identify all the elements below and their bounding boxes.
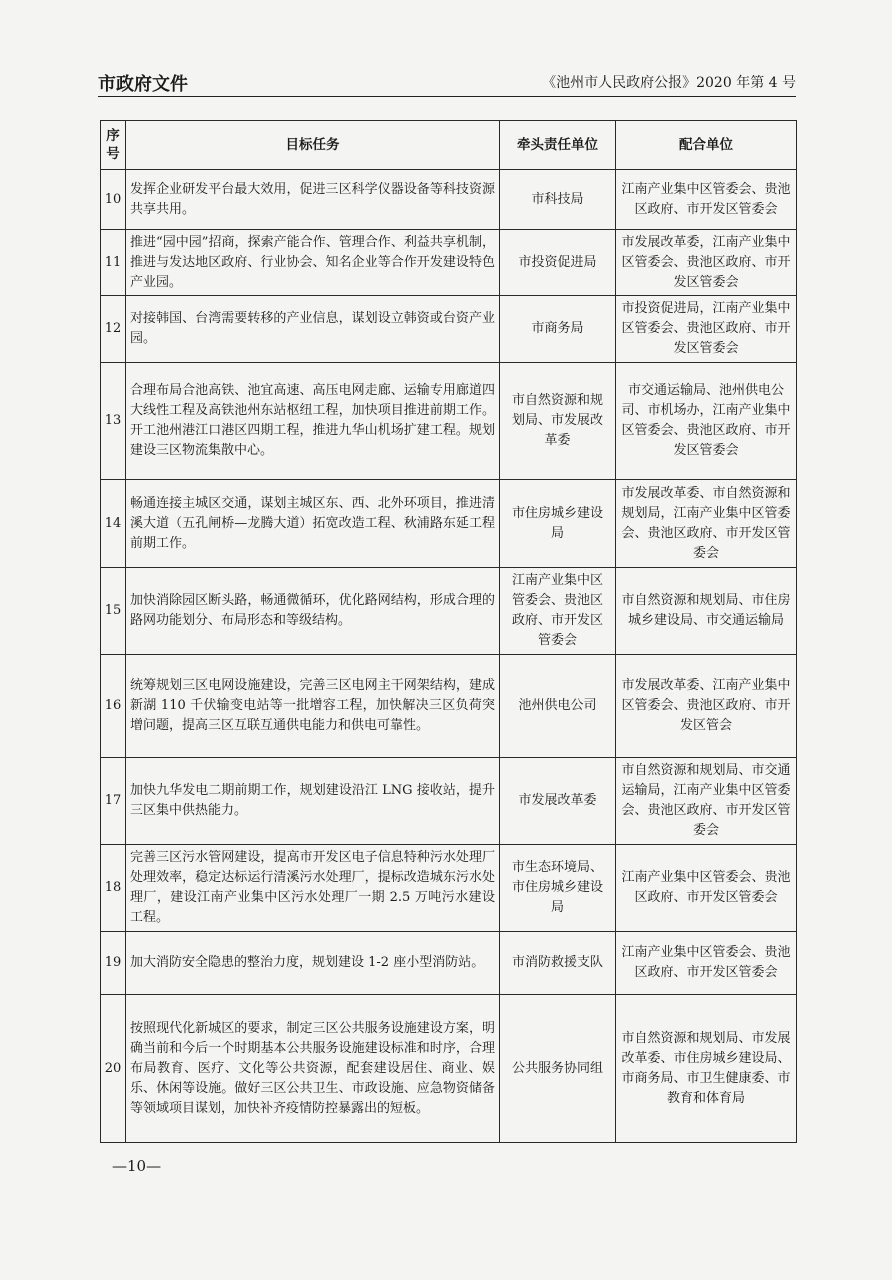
row-seq: 12 — [101, 296, 126, 363]
row-task: 完善三区污水管网建设，提高市开发区电子信息特种污水处理厂处理效率，稳定达标运行清溪污水处理厂，提标改造城东污水处理厂，建设江南产业集中区污水处理厂一期 2.5 万吨污水建设工程。 — [126, 845, 500, 932]
row-seq: 18 — [101, 845, 126, 932]
row-task: 加大消防安全隐患的整治力度，规划建设 1-2 座小型消防站。 — [126, 932, 500, 995]
row-lead: 市自然资源和规划局、市发展改革委 — [500, 363, 616, 480]
row-task: 合理布局合池高铁、池宜高速、高压电网走廊、运输专用廊道四大线性工程及高铁池州东站枢纽工程，加快项目推进前期工作。开工池州港江口港区四期工程，推进九华山机场扩建工程。规划建设三区物流集散中心。 — [126, 363, 500, 480]
row-seq: 11 — [101, 230, 126, 296]
row-lead: 江南产业集中区管委会、贵池区政府、市开发区管委会 — [500, 568, 616, 655]
column-header-coop: 配合单位 — [616, 121, 797, 170]
table-row — [101, 655, 797, 758]
row-task: 按照现代化新城区的要求，制定三区公共服务设施建设方案，明确当前和今后一个时期基本公共服务设施建设标准和时序，合理布局教育、医疗、文化等公共资源，配套建设居住、商业、娱乐、休闲等设施。做好三区公共卫生、市政设施、应急物资储备等领域项目谋划，加快补齐疫情防控暴露出的短板。 — [126, 995, 500, 1143]
row-coop: 江南产业集中区管委会、贵池区政府、市开发区管委会 — [616, 932, 797, 995]
table-row — [101, 363, 797, 480]
row-coop: 市自然资源和规划局、市交通运输局，江南产业集中区管委会、贵池区政府、市开发区管委会 — [616, 758, 797, 845]
row-coop: 市自然资源和规划局、市发展改革委、市住房城乡建设局、市商务局、市卫生健康委、市教育和体育局 — [616, 995, 797, 1143]
row-coop: 市自然资源和规划局、市住房城乡建设局、市交通运输局 — [616, 568, 797, 655]
table-row — [101, 995, 797, 1143]
row-lead: 市科技局 — [500, 170, 616, 230]
page-header — [98, 66, 796, 96]
table-row — [101, 230, 797, 296]
header-rule — [98, 96, 796, 97]
row-lead: 市商务局 — [500, 296, 616, 363]
row-coop: 市发展改革委，江南产业集中区管委会、贵池区政府、市开发区管委会 — [616, 230, 797, 296]
table-row — [101, 845, 797, 932]
row-seq: 19 — [101, 932, 126, 995]
row-task: 统筹规划三区电网设施建设，完善三区电网主干网架结构，建成新湖 110 千伏输变电站等一批增容工程，加快解决三区负荷突增问题，提高三区互联互通供电能力和供电可靠性。 — [126, 655, 500, 758]
row-seq: 17 — [101, 758, 126, 845]
row-lead: 市投资促进局 — [500, 230, 616, 296]
task-table — [100, 120, 797, 1143]
row-task: 对接韩国、台湾需要转移的产业信息，谋划设立韩资或台资产业园。 — [126, 296, 500, 363]
table-row — [101, 932, 797, 995]
table-row — [101, 480, 797, 568]
row-lead: 市住房城乡建设局 — [500, 480, 616, 568]
row-seq: 10 — [101, 170, 126, 230]
row-task: 推进“园中园”招商，探索产能合作、管理合作、利益共享机制，推进与发达地区政府、行业协会、知名企业等合作开发建设特色产业园。 — [126, 230, 500, 296]
table-row — [101, 296, 797, 363]
column-header-task: 目标任务 — [126, 121, 500, 170]
column-header-lead: 牵头责任单位 — [500, 121, 616, 170]
row-lead: 市发展改革委 — [500, 758, 616, 845]
row-seq: 16 — [101, 655, 126, 758]
row-lead: 池州供电公司 — [500, 655, 616, 758]
row-seq: 15 — [101, 568, 126, 655]
row-coop: 市交通运输局、池州供电公司、市机场办，江南产业集中区管委会、贵池区政府、市开发区管委会 — [616, 363, 797, 480]
row-coop: 市发展改革委、江南产业集中区管委会、贵池区政府、市开发区管会 — [616, 655, 797, 758]
table-header-row — [101, 121, 797, 170]
row-lead: 市消防救援支队 — [500, 932, 616, 995]
table-row — [101, 758, 797, 845]
document-category: 市政府文件 — [98, 74, 188, 95]
gazette-issue: 《池州市人民政府公报》2020 年第 4 号 — [542, 75, 796, 91]
row-lead: 市生态环境局、市住房城乡建设局 — [500, 845, 616, 932]
table-row — [101, 568, 797, 655]
row-seq: 13 — [101, 363, 126, 480]
row-lead: 公共服务协同组 — [500, 995, 616, 1143]
row-coop: 江南产业集中区管委会、贵池区政府、市开发区管委会 — [616, 845, 797, 932]
row-task: 发挥企业研发平台最大效用，促进三区科学仪器设备等科技资源共享共用。 — [126, 170, 500, 230]
column-header-seq: 序 号 — [101, 121, 126, 170]
row-task: 加快消除园区断头路，畅通微循环，优化路网结构，形成合理的路网功能划分、布局形态和等级结构。 — [126, 568, 500, 655]
table-row — [101, 170, 797, 230]
page-number: —10— — [112, 1157, 162, 1175]
row-coop: 市投资促进局，江南产业集中区管委会、贵池区政府、市开发区管委会 — [616, 296, 797, 363]
row-coop: 市发展改革委、市自然资源和规划局，江南产业集中区管委会、贵池区政府、市开发区管委会 — [616, 480, 797, 568]
row-task: 加快九华发电二期前期工作，规划建设沿江 LNG 接收站，提升三区集中供热能力。 — [126, 758, 500, 845]
row-seq: 14 — [101, 480, 126, 568]
row-coop: 江南产业集中区管委会、贵池区政府、市开发区管委会 — [616, 170, 797, 230]
row-seq: 20 — [101, 995, 126, 1143]
row-task: 畅通连接主城区交通，谋划主城区东、西、北外环项目，推进清溪大道（五孔闸桥—龙腾大道）拓宽改造工程、秋浦路东延工程前期工作。 — [126, 480, 500, 568]
